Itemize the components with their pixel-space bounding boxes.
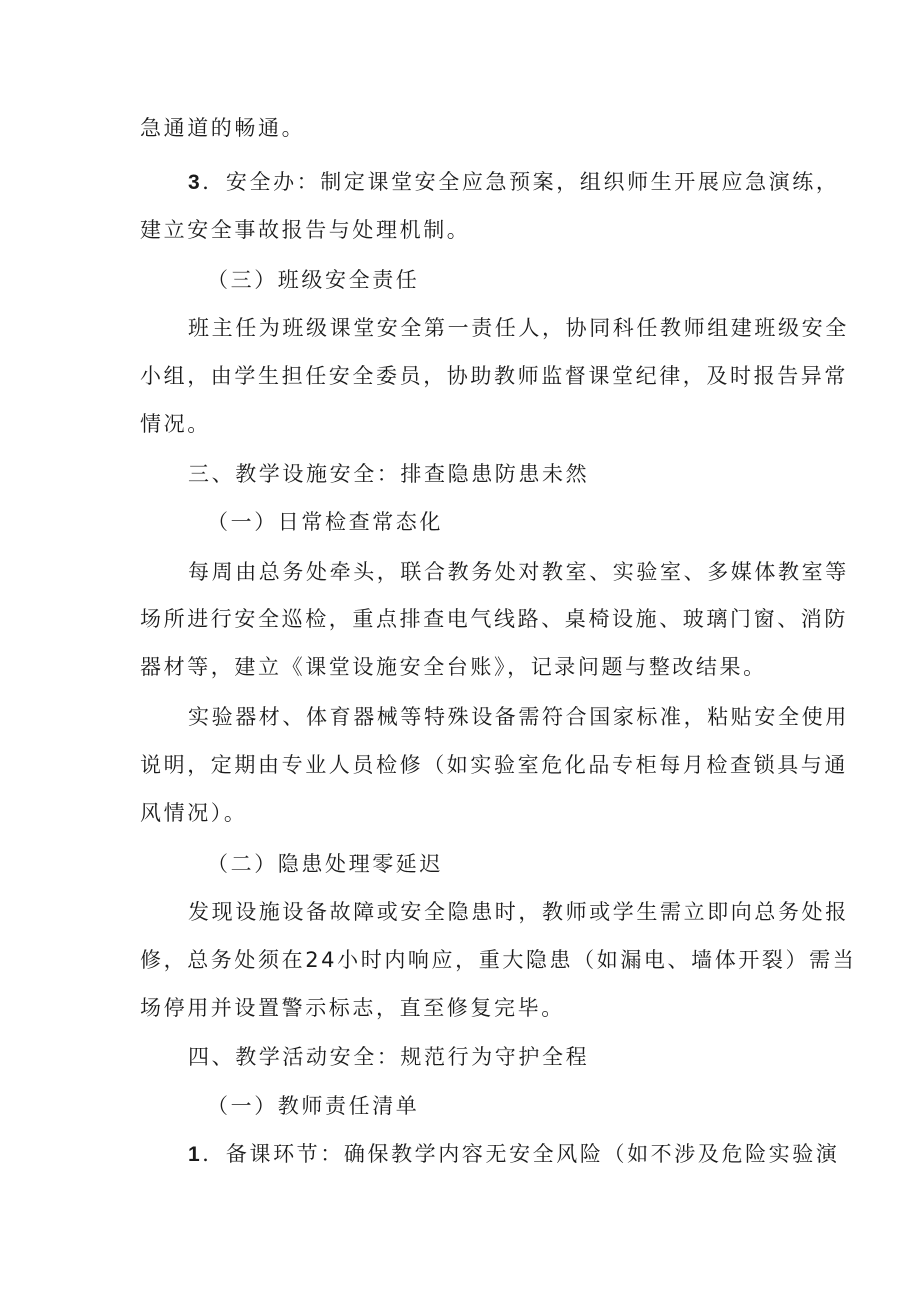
item-number: 3: [188, 171, 203, 194]
paragraph-line: 场所进行安全巡检，重点排查电气线路、桌椅设施、玻璃门窗、消防: [140, 607, 848, 631]
item-text: ．备课环节：确保教学内容无安全风险（如不涉及危险实验演: [202, 1142, 840, 1166]
subsection-heading: （一）教师责任清单: [207, 1094, 420, 1118]
numbered-item-line: [188, 1140, 839, 1169]
paragraph-line: 班主任为班级课堂安全第一责任人，协同科任教师组建班级安全: [188, 316, 849, 340]
paragraph-line: 每周由总务处牵头，联合教务处对教室、实验室、多媒体教室等: [188, 560, 849, 584]
paragraph-line: 风情况）。: [140, 801, 248, 825]
numbered-item-line: [188, 168, 839, 197]
paragraph-line: 器材等，建立《课堂设施安全台账》，记录问题与整改结果。: [140, 655, 767, 679]
item-text: ．安全办：制定课堂安全应急预案，组织师生开展应急演练，: [202, 170, 840, 194]
item-number: 1: [188, 1143, 203, 1166]
section-heading: 三、教学设施安全：排查隐患防患未然: [188, 462, 590, 486]
paragraph-line: 修，总务处须在24小时内响应，重大隐患（如漏电、墙体开裂）需当: [140, 948, 857, 972]
paragraph-line: 小组，由学生担任安全委员，协助教师监督课堂纪律，及时报告异常: [140, 364, 848, 388]
paragraph-line: 急通道的畅通。: [140, 116, 306, 140]
subsection-heading: （三）班级安全责任: [207, 268, 420, 292]
subsection-heading: （一）日常检查常态化: [207, 510, 443, 534]
section-heading: 四、教学活动安全：规范行为守护全程: [188, 1045, 590, 1069]
subsection-heading: （二）隐患处理零延迟: [207, 852, 443, 876]
paragraph-line: 场停用并设置警示标志，直至修复完毕。: [140, 996, 565, 1020]
paragraph-line: 情况。: [140, 412, 211, 436]
paragraph-line: 建立安全事故报告与处理机制。: [140, 218, 471, 242]
paragraph-line: 发现设施设备故障或安全隐患时，教师或学生需立即向总务处报: [188, 900, 849, 924]
paragraph-line: 实验器材、体育器械等特殊设备需符合国家标准，粘贴安全使用: [188, 705, 849, 729]
paragraph-line: 说明，定期由专业人员检修（如实验室危化品专柜每月检查锁具与通: [140, 753, 848, 777]
